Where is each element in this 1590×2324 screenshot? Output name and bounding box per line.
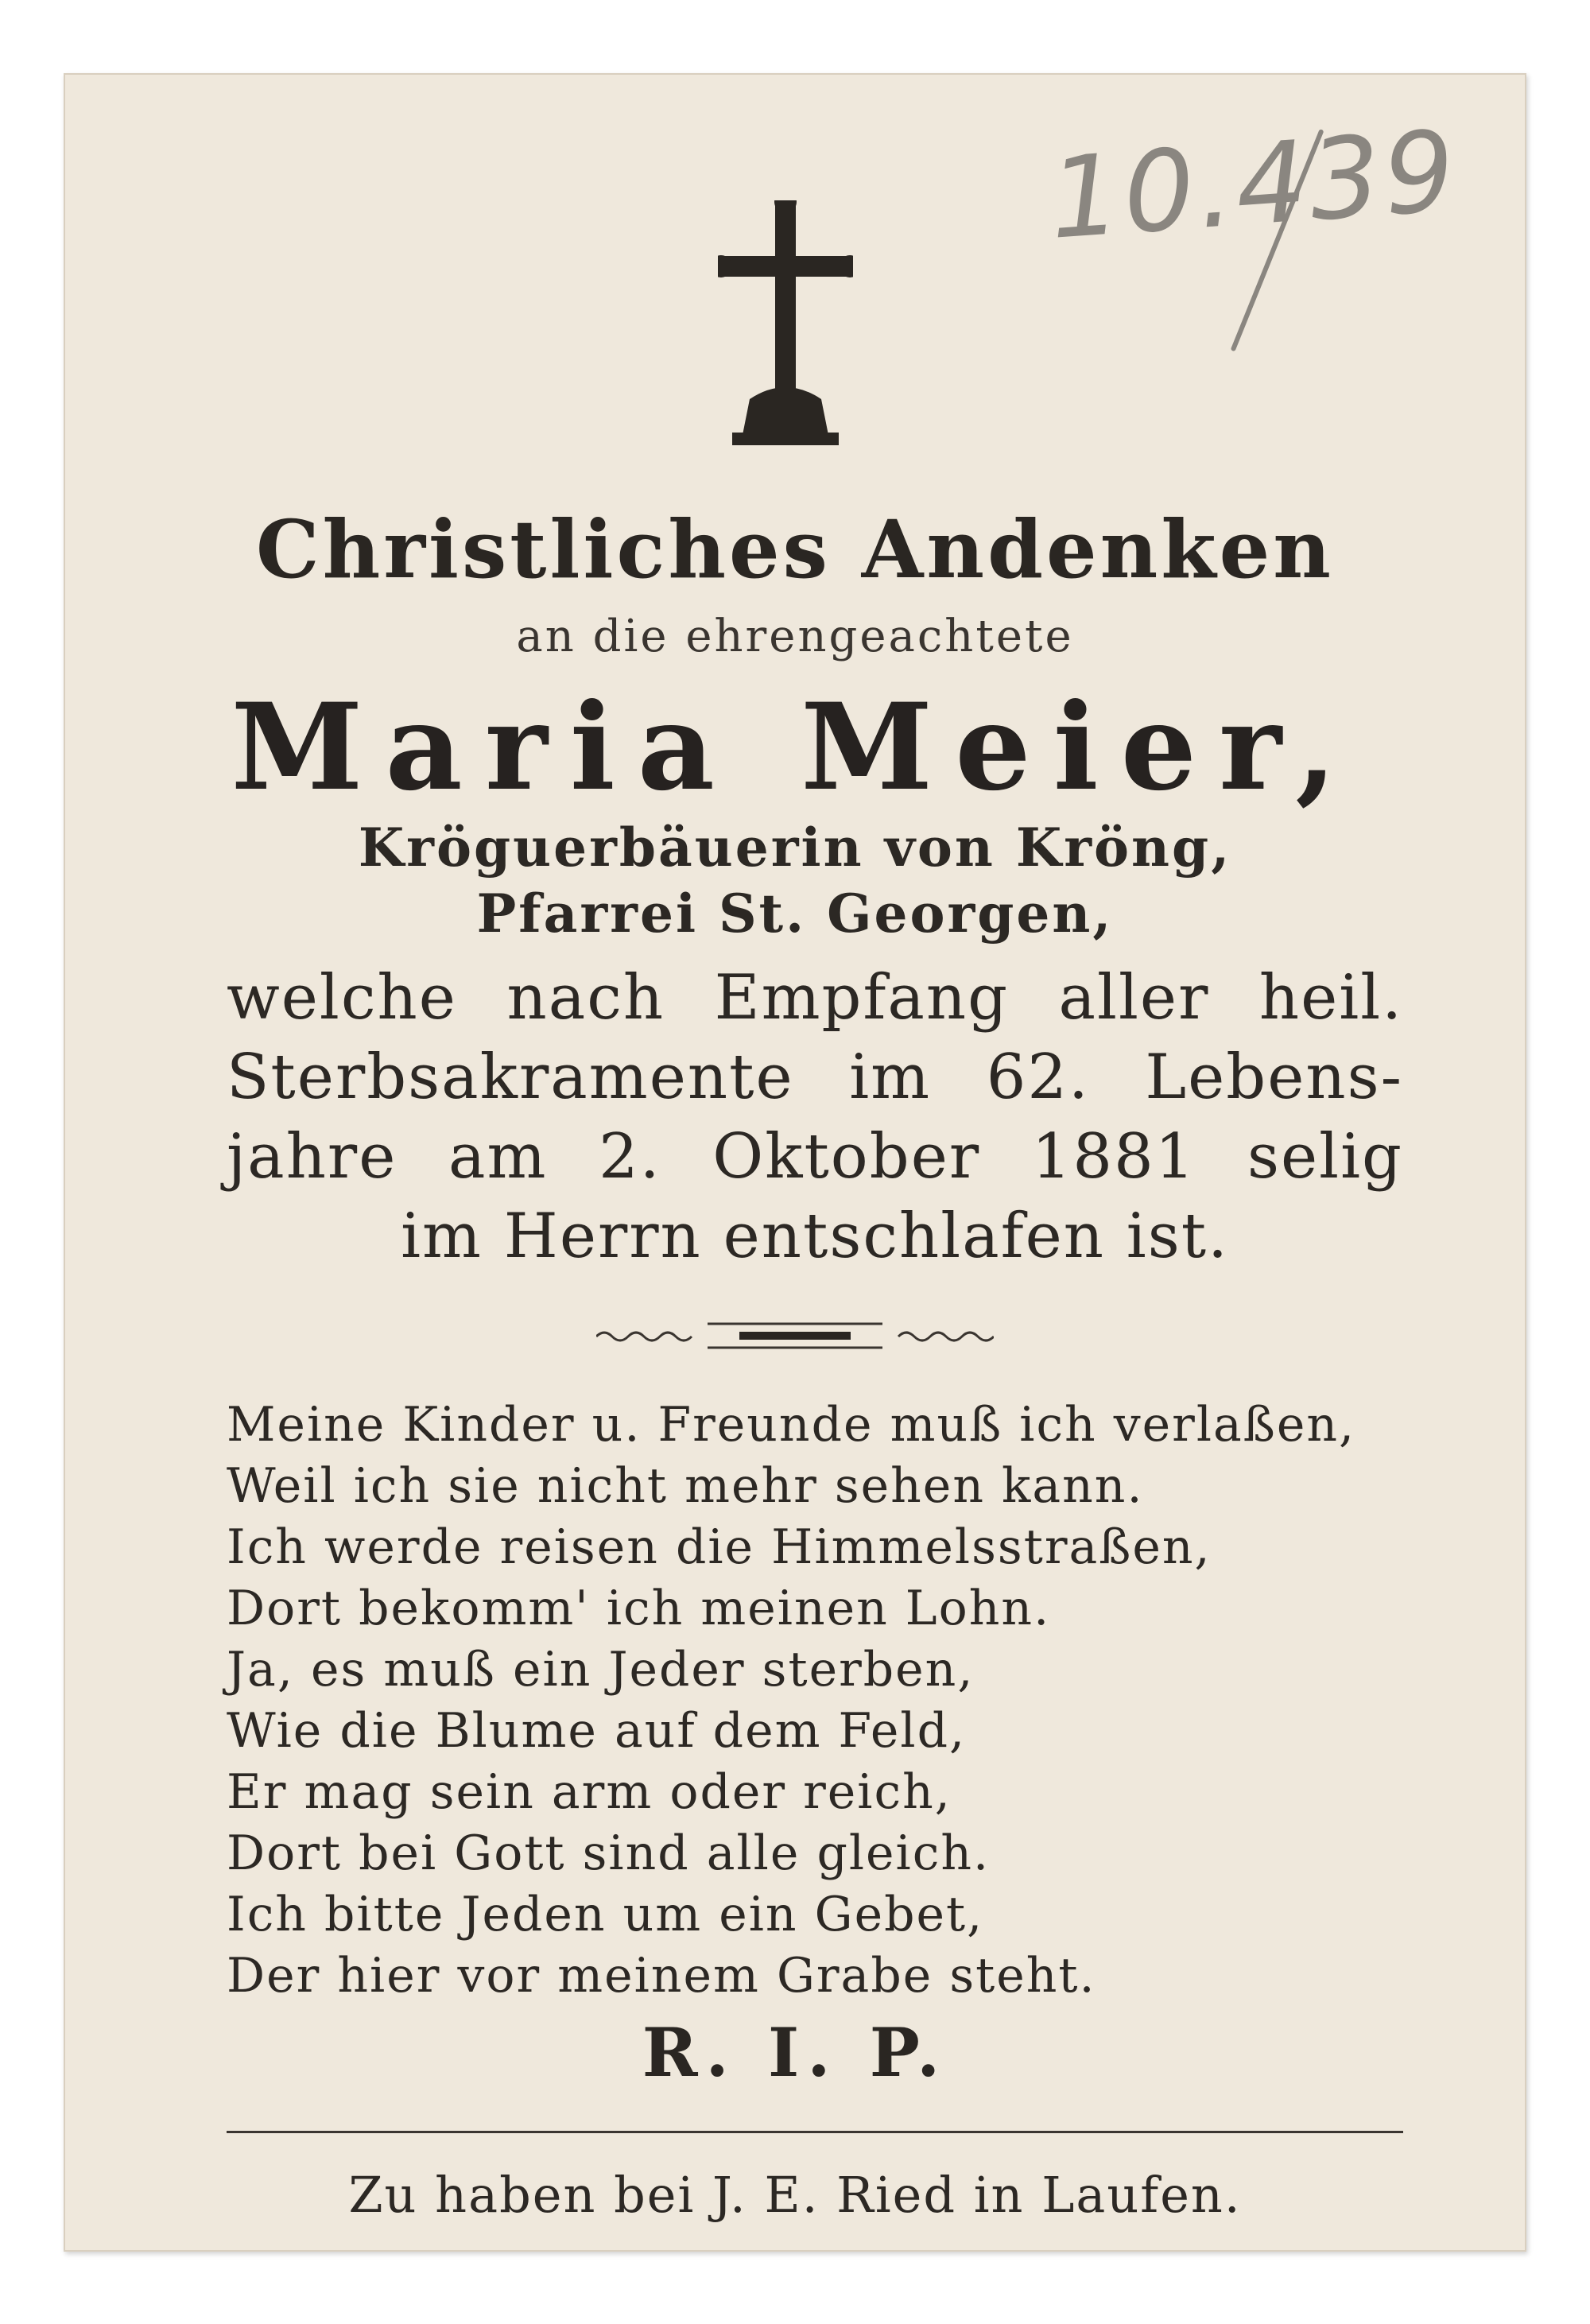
cross-icon <box>718 200 853 447</box>
body-line: jahre am 2. Oktober 1881 selig <box>227 1121 1403 1193</box>
poem-line: Er mag sein arm oder reich, <box>227 1764 952 1820</box>
deceased-role-line-2: Pfarrei St. Georgen, <box>476 883 1114 945</box>
rip-closing: R. I. P. <box>642 2013 948 2092</box>
poem-line: Meine Kinder u. Freunde muß ich verlaßen, <box>227 1397 1356 1453</box>
body-line: Sterbsakramente im 62. Lebens- <box>227 1042 1403 1113</box>
handwritten-archive-number: 10.439 <box>1045 107 1462 265</box>
poem-line: Der hier vor meinem Grabe steht. <box>227 1948 1096 2004</box>
divider-line <box>227 2131 1403 2133</box>
poem-line: Wie die Blume auf dem Feld, <box>227 1703 967 1759</box>
poem-line: Weil ich sie nicht mehr sehen kann. <box>227 1458 1144 1514</box>
publisher-note: Zu haben bei J. E. Ried in Laufen. <box>348 2166 1242 2224</box>
card-intro: an die ehrengeachtete <box>516 611 1074 662</box>
poem-line: Ja, es muß ein Jeder sterben, <box>227 1642 975 1697</box>
body-line: im Herrn entschlafen ist. <box>401 1201 1229 1272</box>
deceased-role-line-1: Kröguerbäuerin von Kröng, <box>358 817 1232 879</box>
poem-line: Ich bitte Jeden um ein Gebet, <box>227 1887 984 1942</box>
ornament-divider <box>596 1309 994 1357</box>
poem-line: Dort bekomm' ich meinen Lohn. <box>227 1581 1051 1636</box>
card-heading: Christliches Andenken <box>256 502 1334 596</box>
body-line: welche nach Empfang aller heil. <box>227 962 1403 1034</box>
deceased-name: Maria Meier, <box>231 677 1359 817</box>
poem-line: Dort bei Gott sind alle gleich. <box>227 1825 991 1881</box>
memorial-card <box>64 73 1526 2252</box>
poem-line: Ich werde reisen die Himmelsstraßen, <box>227 1519 1212 1575</box>
